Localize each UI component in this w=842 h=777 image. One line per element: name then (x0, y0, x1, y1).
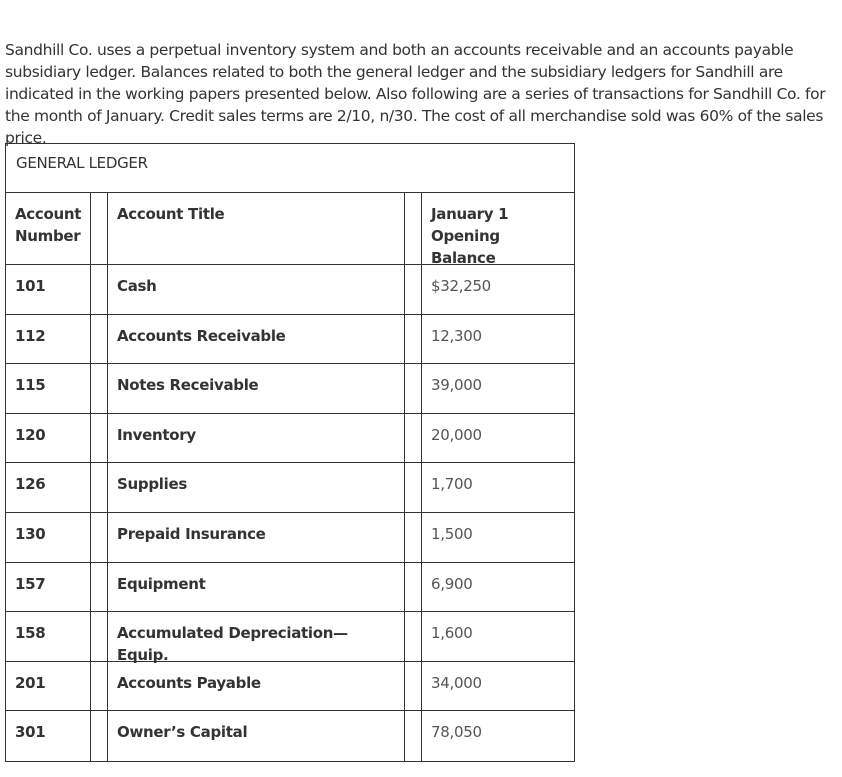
opening-balance: 6,900 (431, 574, 473, 593)
column-spacer (90, 193, 108, 269)
account-title: Inventory (117, 425, 196, 444)
general-ledger-table (5, 143, 575, 762)
opening-balance: 39,000 (431, 376, 482, 395)
account-number-header (6, 193, 90, 269)
account-title: Cash (117, 277, 157, 295)
opening-balance-header-line1: January 1 (431, 205, 509, 223)
opening-balance: 1,500 (431, 524, 473, 543)
column-spacer (404, 711, 422, 761)
column-spacer (404, 662, 422, 711)
column-spacer (404, 414, 422, 463)
opening-balance: 34,000 (431, 673, 482, 692)
column-spacer (90, 711, 108, 761)
account-title: Prepaid Insurance (117, 524, 266, 543)
column-spacer (404, 193, 422, 269)
account-number: 115 (15, 376, 46, 395)
account-title: Owner’s Capital (117, 723, 248, 742)
column-spacer (90, 265, 108, 314)
table-row (6, 265, 574, 315)
column-spacer (404, 612, 422, 666)
opening-balance: 1,700 (431, 475, 473, 494)
account-number: 201 (15, 673, 46, 692)
account-title: Accounts Receivable (117, 326, 286, 345)
opening-balance: $32,250 (431, 277, 491, 295)
account-title: Equipment (117, 574, 206, 593)
account-number: 157 (15, 574, 46, 593)
account-title: Accumulated Depreciation—Equip. (117, 624, 348, 665)
account-number: 112 (15, 326, 46, 345)
column-spacer (404, 463, 422, 512)
account-title: Supplies (117, 475, 187, 494)
account-title-header: Account Title (117, 205, 225, 223)
opening-balance: 20,000 (431, 425, 482, 444)
table-row (6, 513, 574, 563)
opening-balance: 1,600 (431, 624, 473, 643)
column-spacer (90, 463, 108, 512)
opening-balance: 78,050 (431, 723, 482, 742)
account-number: 126 (15, 475, 46, 494)
table-row (6, 563, 574, 613)
account-number: 101 (15, 277, 46, 295)
table-row (6, 662, 574, 712)
table-row (6, 711, 574, 761)
table-row (6, 315, 574, 365)
ledger-title: GENERAL LEDGER (6, 144, 574, 193)
account-number: 130 (15, 524, 46, 543)
account-number: 120 (15, 425, 46, 444)
column-spacer (90, 662, 108, 711)
column-spacer (90, 315, 108, 364)
problem-statement: Sandhill Co. uses a perpetual inventory system and both an accounts receivable and an accounts payable subsidiary ledger. Balances related to both the general ledger and the subsidiary ledgers for Sandhill are indicated in the working papers presented below. Also following are a series of transactions for Sandhill Co. for the month of January. Credit sales terms are 2/10, n/30. The cost of all merchandise sold was 60% of the sales price. (5, 40, 826, 148)
column-spacer (90, 414, 108, 463)
table-row (6, 364, 574, 414)
column-spacer (90, 513, 108, 562)
opening-balance-header-line2: Opening Balance (431, 227, 500, 267)
table-header-row (6, 193, 574, 265)
column-spacer (404, 364, 422, 413)
account-title: Notes Receivable (117, 376, 259, 395)
column-spacer (404, 265, 422, 314)
column-spacer (404, 513, 422, 562)
column-spacer (90, 612, 108, 666)
column-spacer (90, 563, 108, 612)
table-row (6, 414, 574, 464)
account-number-header-line1: Account (15, 205, 82, 223)
account-title: Accounts Payable (117, 673, 261, 692)
column-spacer (90, 364, 108, 413)
column-spacer (404, 563, 422, 612)
table-row (6, 463, 574, 513)
opening-balance: 12,300 (431, 326, 482, 345)
account-number: 158 (15, 624, 46, 643)
account-number: 301 (15, 723, 46, 742)
column-spacer (404, 315, 422, 364)
account-number-header-line2: Number (15, 227, 81, 245)
table-row (6, 612, 574, 665)
opening-balance-header (422, 193, 574, 269)
